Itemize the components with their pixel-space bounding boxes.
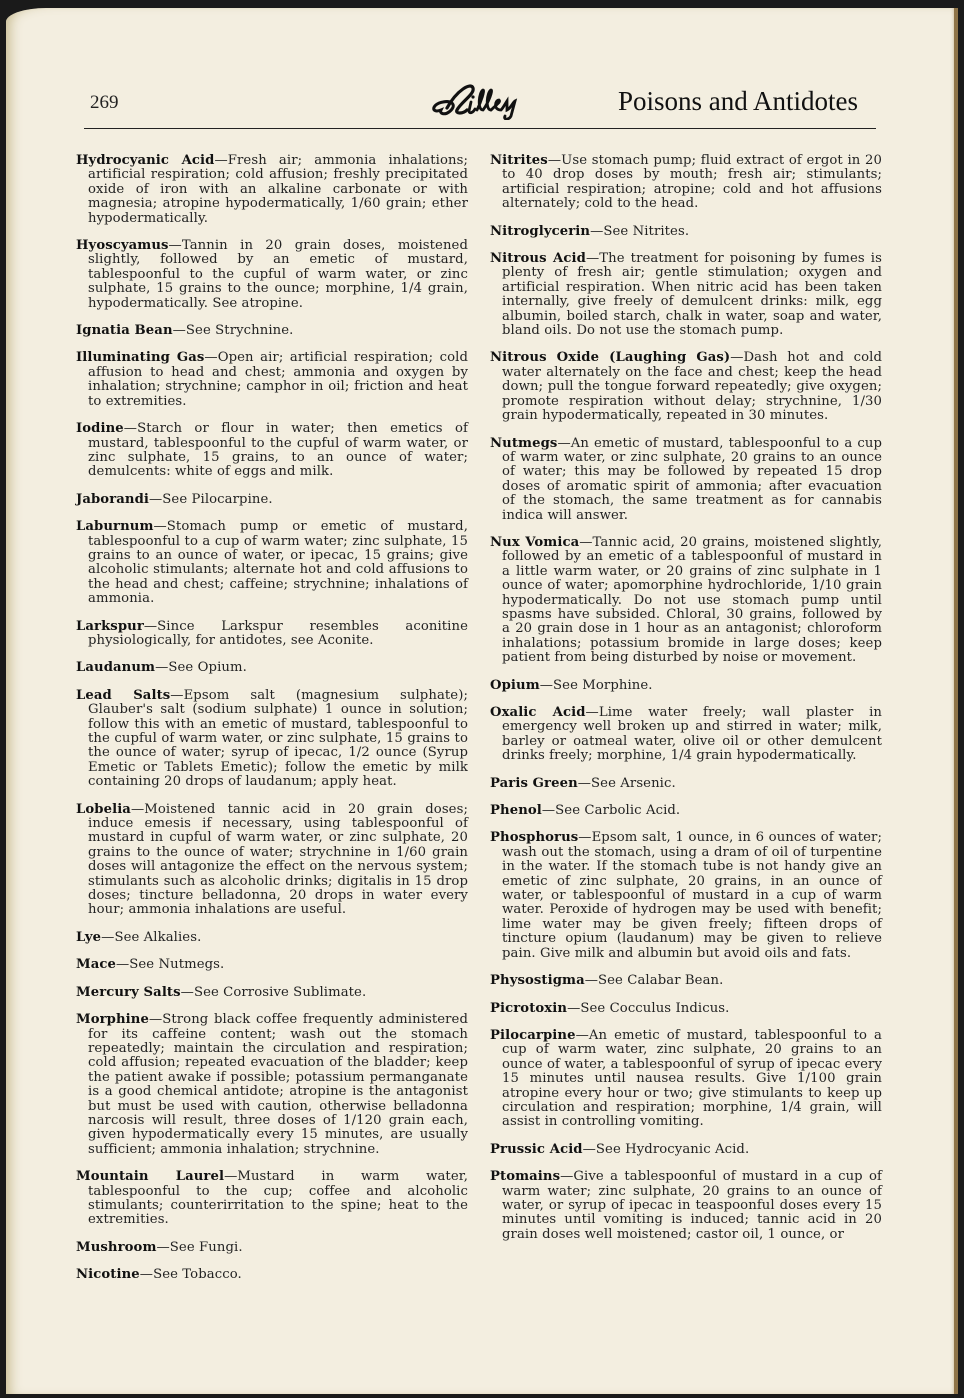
entry-term: Lead Salts	[76, 687, 171, 703]
entry-term: Lobelia	[76, 801, 131, 817]
entry	[76, 493, 468, 507]
entry-text: —See Tobacco.	[139, 1267, 242, 1283]
entry-text: —Strong black coffee frequently administered for its caffeine content; wash out the stomach repeatedly; maintain the circulation and respiration; cold affusion; repeated evacuation of the bladder; keep the patient awake if possible; potassium permanganate is a good chemical antidote; atropine is the antagonist but must be used with caution, otherwise belladonna narcosis will result, three doses of 1/120 grain each, given hypodermatically every 15 minutes, are usually sufficient; ammonia inhalation; strychnine.	[88, 1012, 468, 1157]
page-edge	[954, 8, 958, 1394]
entry-text: —Open air; artificial respiration; cold affusion to head and chest; ammonia and oxygen by inhalation; strychnine; camphor in oil; friction and heat to extremities.	[88, 350, 468, 409]
entry	[490, 154, 882, 212]
entry-text: —An emetic of mustard, tablespoonful to a cup of warm water, zinc sulphate, 20 grains to an ounce of water, a tablespoonful of syrup of ipecac every 15 minutes until nausea results. Give 1/100 grain atropine every hour or two; give stimulants to keep up circulation and respiration; morphine, 1/4 grain, will assist in controlling vomiting.	[502, 1027, 882, 1130]
entry	[490, 1170, 882, 1242]
page-header	[84, 80, 876, 129]
entry-term: Nutmegs	[490, 435, 558, 451]
entry-text: —See Arsenic.	[577, 775, 676, 791]
entry	[76, 931, 468, 945]
entry-text: —Tannin in 20 grain doses, moistened slightly, followed by an emetic of mustard, tablespoonful to the cupful of warm water, or zinc sulphate, 15 grains to the ounce; morphine, 1/4 grain, hypodermatically. See atropine.	[88, 238, 468, 311]
entry-term: Oxalic Acid	[490, 705, 586, 720]
entry	[76, 154, 468, 226]
entry-term: Nux Vomica	[490, 534, 580, 550]
entry	[76, 803, 468, 918]
entry-term: Laburnum	[76, 519, 154, 535]
book-page	[6, 8, 958, 1394]
entry	[490, 831, 882, 961]
entry-text: —See Hydrocyanic Acid.	[582, 1141, 750, 1157]
entry-term: Nitrites	[490, 153, 548, 168]
entry-text: —Stomach pump or emetic of mustard, tablespoonful to a cup of warm water; zinc sulphate, 15 grains to an ounce of water, or ipecac, 15 grains; give alcoholic stimulants; alternate hot and cold affusions to the head and chest; caffeine; strychnine; inhalations of ammonia.	[88, 519, 468, 607]
entry-term: Laudanum	[76, 660, 156, 676]
entry	[490, 974, 882, 988]
entry-term: Mercury Salts	[76, 984, 181, 1000]
lilly-logo	[427, 80, 527, 120]
entry-text: —Starch or flour in water; then emetics of mustard, tablespoonful to the cupful of warm water, or zinc sulphate, 15 grains, to an ounce of water; demulcents: white of eggs and milk.	[88, 421, 468, 480]
entry-term: Illuminating Gas	[76, 350, 205, 366]
entry-term: Morphine	[76, 1012, 149, 1028]
entry-term: Prussic Acid	[490, 1141, 583, 1157]
entry-term: Opium	[490, 677, 540, 693]
entry	[490, 679, 882, 693]
entry-text: —Since Larkspur resembles aconitine physiologically, for antidotes, see Aconite.	[88, 618, 468, 648]
entry	[490, 536, 882, 666]
page-number: 269	[90, 92, 119, 113]
entry	[76, 422, 468, 480]
entry-text: —See Strychnine.	[172, 323, 294, 339]
entry-term: Mountain Laurel	[76, 1169, 225, 1185]
entry	[76, 520, 468, 606]
entry	[490, 437, 882, 523]
entry	[490, 225, 882, 239]
entry	[76, 689, 468, 790]
entry-term: Nitroglycerin	[490, 223, 591, 239]
entry-text: —See Opium.	[155, 660, 247, 676]
entry	[76, 1241, 468, 1255]
entry-term: Ignatia Bean	[76, 323, 173, 339]
entry-term: Paris Green	[490, 775, 578, 791]
entry-term: Hyoscyamus	[76, 238, 169, 254]
entry-term: Phenol	[490, 803, 542, 819]
entry	[76, 239, 468, 311]
entry	[490, 777, 882, 791]
running-title: Poisons and Antidotes	[617, 86, 858, 116]
entry-term: Ptomains	[490, 1169, 561, 1185]
entry-text: —Give a tablespoonful of mustard in a cup of warm water; zinc sulphate, 20 grains to an ounce of water, or syrup of ipecac in teaspoonful doses every 15 minutes until vomiting is induced; tannic acid in 20 grain doses well moistened; castor oil, 1 ounce, or	[502, 1169, 882, 1242]
entry	[490, 706, 882, 764]
entry-term: Hydrocyanic Acid	[76, 153, 215, 168]
entry-text: —See Fungi.	[156, 1239, 243, 1255]
entry	[76, 661, 468, 675]
entry	[490, 351, 882, 423]
entry-text: —Epsom salt, 1 ounce, in 6 ounces of water; wash out the stomach, using a dram of oil of turpentine in the water. If the stomach tube is not handy give an emetic of zinc sulphate, 20 grains, in an ounce of water, or tablespoonful of mustard in a cup of warm water. Peroxide of hydrogen may be used with benefit; lime water may be given freely; fifteen drops of tincture opium (laudanum) may be given to relieve pain. Give milk and albumin but avoid oils and fats.	[502, 830, 882, 961]
left-column	[76, 154, 468, 1296]
entry	[76, 1170, 468, 1228]
entry-text: —Dash hot and cold water alternately on the face and chest; keep the head down; pull the tongue forward repeatedly; give oxygen; promote respiration without delay; strychnine, 1/30 grain hypodermatically, repeated in 30 minutes.	[502, 350, 883, 424]
entry	[76, 620, 468, 649]
entry-text: —See Alkalies.	[101, 929, 202, 945]
entry-text: —Moistened tannic acid in 20 grain doses; induce emesis if necessary, using tablespoonful of mustard in cupful of warm water, or zinc sulphate, 20 grains to the ounce of water; strychnine in 1/60 grain doses will antagonize the effect on the nervous system; stimulants such as alcoholic drinks; digitalis in 15 drop doses; tincture belladonna, 20 drops in water every hour; ammonia inhalations are useful.	[88, 801, 468, 918]
entry-text: —Tannic acid, 20 grains, moistened slightly, followed by an emetic of a tablespoonful of mustard in a little warm water, or 20 grains of zinc sulphate in 1 ounce of water; apomorphine hydrochloride, 1/10 grain hypodermatically. Do not use stomach pump until spasms have subsided. Chloral, 30 grains, followed by a 20 grain dose in 1 hour as an antagonist; chloroform inhalations; potassium bromide in large doses; keep patient from being disturbed by noise or movement.	[502, 534, 882, 666]
entry-text: —See Pilocarpine.	[149, 491, 273, 507]
entry-term: Picrotoxin	[490, 1000, 568, 1016]
entry	[76, 958, 468, 972]
entry-text: —Fresh air; ammonia inhalations; artificial respiration; cold affusion; freshly precipitated oxide of iron with an alkaline carbonate or with magnesia; atropine hypodermatically, 1/60 grain; ether hypodermatically.	[88, 153, 468, 226]
entry-term: Mace	[76, 957, 116, 973]
entry	[76, 986, 468, 1000]
entry-term: Phosphorus	[490, 830, 579, 846]
entry-term: Nitrous Oxide (Laughing Gas)	[490, 350, 731, 366]
entry-text: —Epsom salt (magnesium sulphate); Glauber's salt (sodium sulphate) 1 ounce in solution; follow this with an emetic of mustard, tablespoonful to the cupful of warm water, or zinc sulphate, 15 grains to the ounce of water; syrup of ipecac, 1/2 ounce (Syrup Emetic or Tablets Emetic); follow the emetic by milk containing 20 drops of laudanum; apply heat.	[88, 687, 468, 790]
entry-term: Nitrous Acid	[490, 251, 586, 267]
entry-term: Physostigma	[490, 973, 585, 989]
entry-text: —See Corrosive Sublimate.	[180, 984, 367, 1000]
entry	[490, 1029, 882, 1130]
entry-term: Nicotine	[76, 1267, 140, 1283]
entry	[76, 351, 468, 409]
entry	[76, 1013, 468, 1157]
entry-text: —See Morphine.	[539, 677, 653, 693]
entry	[490, 1143, 882, 1157]
entry-term: Iodine	[76, 421, 124, 437]
entry-text: —Mustard in warm water, tablespoonful to the cup; coffee and alcoholic stimulants; counterirritation to the spine; heat to the extremities.	[88, 1169, 468, 1228]
entry-text: —The treatment for poisoning by fumes is plenty of fresh air; gentle stimulation; oxygen and artificial respiration. When nitric acid has been taken internally, give freely of demulcent drinks: milk, egg albumin, boiled starch, chalk in water, soap and water, bland oils. Do not use the stomach pump.	[502, 251, 882, 339]
entry-text: —See Nitrites.	[590, 223, 690, 239]
entry-text: —Lime water freely; wall plaster in emergency well broken up and stirred in water; milk, barley or oatmeal water, olive oil or other demulcent drinks freely; morphine, 1/4 grain hypodermatically.	[502, 705, 882, 764]
entry-term: Mushroom	[76, 1239, 157, 1255]
entry-term: Lye	[76, 929, 102, 945]
entry-term: Pilocarpine	[490, 1027, 576, 1043]
entry-text: —An emetic of mustard, tablespoonful to a cup of warm water, or zinc sulphate, 20 grains to an ounce of water; this may be followed by repeated 15 drop doses of aromatic spirit of ammonia; after evacuation of the stomach, the same treatment as for cannabis indica will answer.	[502, 435, 882, 523]
entry-text: —See Carbolic Acid.	[541, 803, 681, 819]
entry-term: Jaborandi	[76, 491, 150, 507]
entry-text: —Use stomach pump; fluid extract of ergot in 20 to 40 drop doses by mouth; fresh air; stimulants; artificial respiration; atropine; cold and hot affusions alternately; cold to the head.	[502, 153, 882, 212]
entry	[490, 252, 882, 338]
entry-text: —See Nutmegs.	[115, 957, 225, 973]
entry	[490, 804, 882, 818]
entry-text: —See Cocculus Indicus.	[567, 1000, 730, 1016]
right-column	[490, 154, 882, 1255]
entry	[76, 1268, 468, 1282]
entry	[490, 1002, 882, 1016]
entry-text: —See Calabar Bean.	[584, 973, 724, 989]
entry	[76, 324, 468, 338]
entry-term: Larkspur	[76, 618, 144, 634]
